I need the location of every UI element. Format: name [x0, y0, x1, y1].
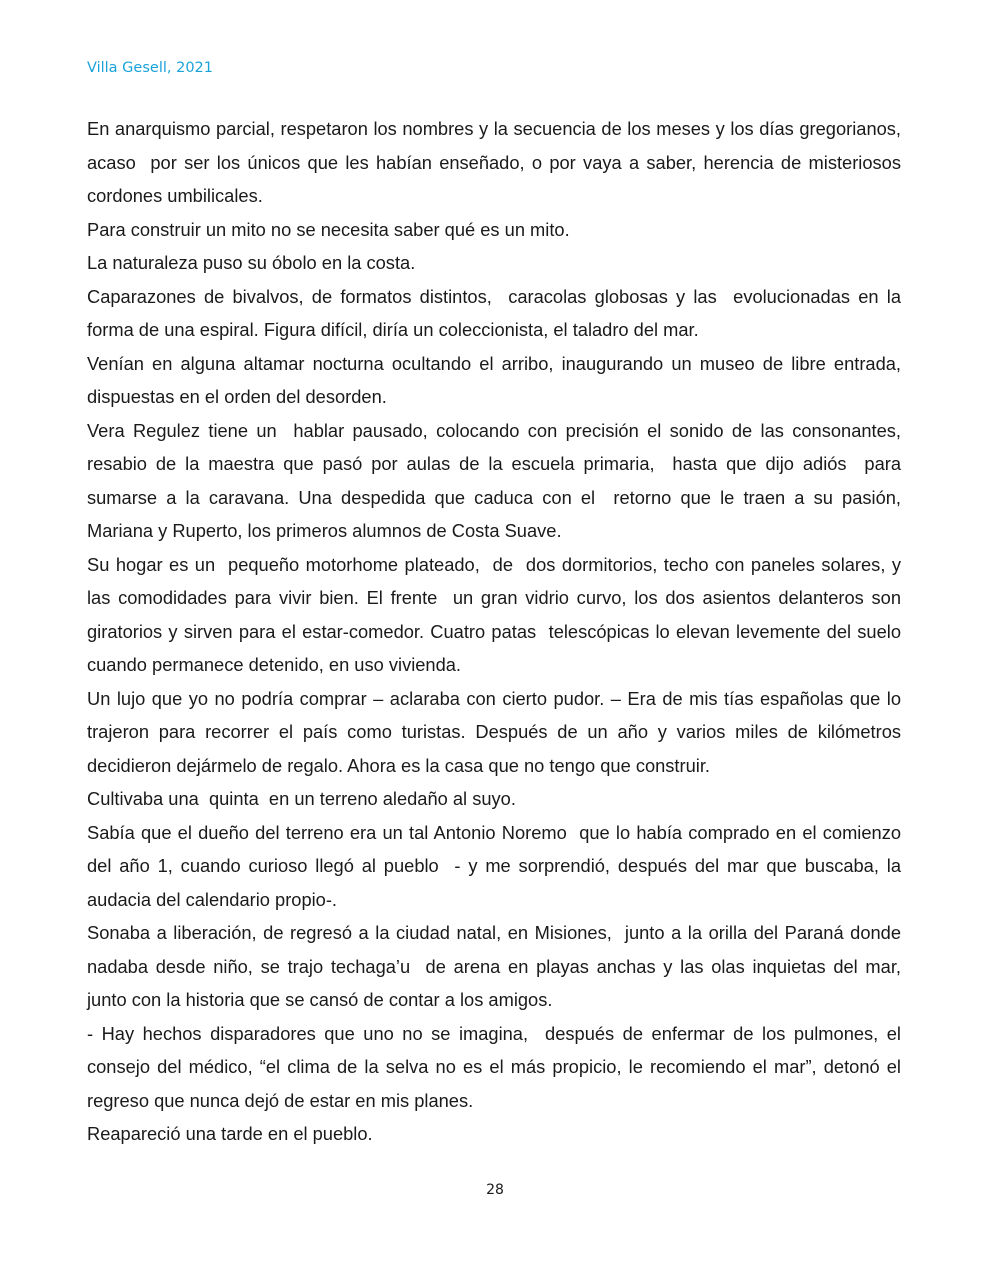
running-header: Villa Gesell, 2021 — [87, 60, 213, 76]
paragraph: Vera Regulez tiene un hablar pausado, colocando con precisión el sonido de las consonantes, resabio de la maestra que pasó por aulas de la escuela primaria, hasta que dijo adiós para sumarse a la caravana. Una despedida que caduca con el retorno que le traen a su pasión, Mariana y Ruperto, los primeros alumnos de Costa Suave. — [87, 419, 907, 541]
paragraph: Sonaba a liberación, de regresó a la ciudad natal, en Misiones, junto a la orilla del Paraná donde nadaba desde niño, se trajo techaga’u de arena en playas anchas y las olas inquietas del mar, junto con la historia que se cansó de contar a los amigos. — [87, 922, 907, 1010]
paragraph: Reapareció una tarde en el pueblo. — [87, 1123, 373, 1144]
paragraph: Para construir un mito no se necesita saber qué es un mito. — [87, 218, 570, 240]
paragraph: - Hay hechos disparadores que uno no se imagina, después de enfermar de los pulmones, el consejo del médico, “el clima de la selva no es el más propicio, le recomiendo el mar”, detonó el regreso que nunca dejó de estar en mis planes. — [87, 1022, 907, 1111]
paragraph: Sabía que el dueño del terreno era un tal Antonio Noremo que lo había comprado en el comienzo del año 1, cuando curioso llegó al pueblo - y me sorprendió, después del mar que buscaba, la audacia del calendario propio-. — [87, 821, 907, 910]
paragraph: Caparazones de bivalvos, de formatos distintos, caracolas globosas y las evolucionadas en la forma de una espiral. Figura difícil, diría un coleccionista, el taladro del mar. — [87, 285, 907, 340]
paragraph: En anarquismo parcial, respetaron los nombres y la secuencia de los meses y los días gregorianos, acaso por ser los únicos que les habían enseñado, o por vaya a saber, herencia de misteriosos cordones umbilicales. — [87, 118, 907, 206]
body-text — [87, 112, 907, 1151]
paragraph: La naturaleza puso su óbolo en la costa. — [87, 252, 416, 273]
paragraph: Venían en alguna altamar nocturna ocultando el arribo, inaugurando un museo de libre entrada, dispuestas en el orden del desorden. — [87, 352, 907, 407]
paragraph: Su hogar es un pequeño motorhome plateado, de dos dormitorios, techo con paneles solares, y las comodidades para vivir bien. El frente un gran vidrio curvo, los dos asientos delanteros son giratorios y sirven para el estar-comedor. Cuatro patas telescópicas lo elevan levemente del suelo cuando permanece detenido, en uso vivienda. — [87, 553, 907, 675]
paragraph: Cultivaba una quinta en un terreno aledaño al suyo. — [87, 788, 516, 809]
page-number: 28 — [486, 1182, 504, 1198]
paragraph: Un lujo que yo no podría comprar – aclaraba con cierto pudor. – Era de mis tías españolas que lo trajeron para recorrer el país como turistas. Después de un año y varios miles de kilómetros decidieron dejármelo de regalo. Ahora es la casa que no tengo que construir. — [87, 687, 907, 776]
